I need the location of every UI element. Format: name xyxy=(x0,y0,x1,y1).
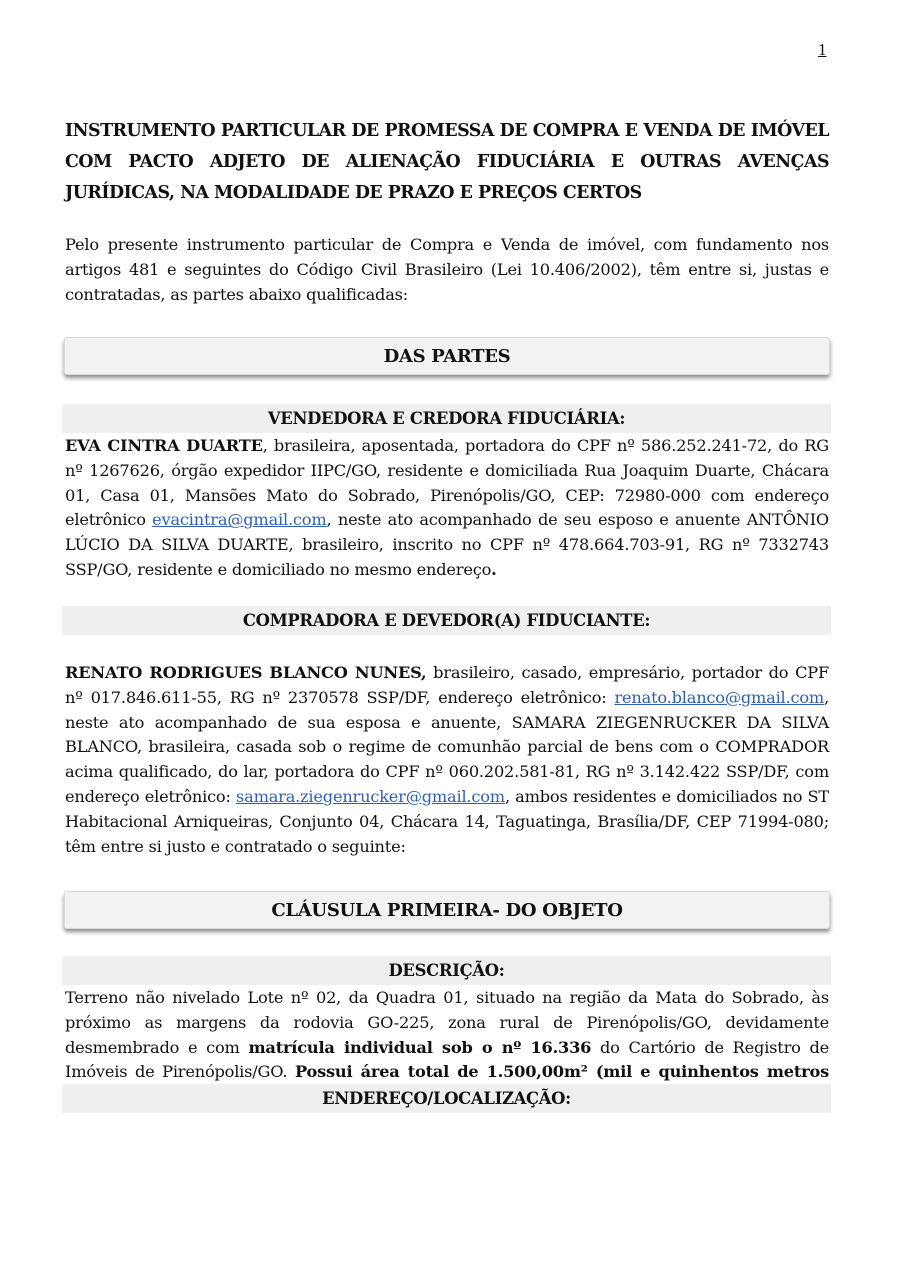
description-bold-1: matrícula individual sob o nº 16.336 xyxy=(248,1037,592,1057)
description-heading: DESCRIÇÃO: xyxy=(388,961,505,980)
section-header-clausula-label: CLÁUSULA PRIMEIRA- DO OBJETO xyxy=(271,899,623,921)
buyer-heading-band xyxy=(62,606,831,635)
seller-text-2: , neste ato acompanhado de seu esposo e anuente ANTÔNIO LÚCIO DA SILVA DUARTE, brasileiro, inscrito no CPF nº 478.664.703-91, RG nº 7332743 SSP/GO, residente e domiciliado no mesmo endereço xyxy=(65,510,829,579)
description-bold-2: Possui área total de 1.500,00m² (mil e quinhentos metros xyxy=(294,1062,829,1082)
seller-heading-band xyxy=(62,404,831,433)
section-header-partes-label: DAS PARTES xyxy=(383,345,511,367)
description-text-1: Terreno não nivelado Lote nº 02, da Quadra 01, situado na região da Mata do Sobrado, às próximo as margens da rodovia GO-225, zona rural de Pirenópolis/GO, devidamente desmembrado e com xyxy=(65,988,829,1057)
address-heading-band xyxy=(62,1084,831,1113)
seller-email-link[interactable]: evacintra@gmail.com xyxy=(152,510,327,530)
seller-text-1: , brasileira, aposentada, portadora do CPF nº 586.252.241-72, do RG nº 1267626, órgão expedidor IIPC/GO, residente e domiciliada Rua Joaquim Duarte, Chácara 01, Casa 01, Mansões Mato do Sobrado, Pirenópolis/GO, CEP: 72980-000 com endereço eletrônico xyxy=(65,436,829,530)
buyer-name: RENATO RODRIGUES BLANCO NUNES, xyxy=(65,663,427,682)
description-text-2: do Cartório de Registro de Imóveis de Pirenópolis/GO. xyxy=(65,1037,830,1082)
address-heading: ENDEREÇO/LOCALIZAÇÃO: xyxy=(322,1089,571,1108)
seller-end: . xyxy=(491,559,497,579)
section-header-clausula xyxy=(64,891,830,929)
seller-heading: VENDEDORA E CREDORA FIDUCIÁRIA: xyxy=(267,409,626,428)
buyer-heading: COMPRADORA E DEVEDOR(A) FIDUCIANTE: xyxy=(242,611,651,630)
document-title: INSTRUMENTO PARTICULAR DE PROMESSA DE COMPRA E VENDA DE IMÓVEL COM PACTO ADJETO DE ALIENAÇÃO FIDUCIÁRIA E OUTRAS AVENÇAS JURÍDICAS, NA MODALIDADE DE PRAZO E PREÇOS CERTOS xyxy=(65,121,829,203)
spouse-email-link[interactable]: samara.ziegenrucker@gmail.com xyxy=(236,786,505,806)
buyer-text-2: , neste ato acompanhado de sua esposa e anuente, SAMARA ZIEGENRUCKER DA SILVA BLANCO, brasileira, casada sob o regime de comunhão parcial de bens com o COMPRADOR acima qualificado, do lar, portadora do CPF nº 060.202.581-81, RG nº 3.142.422 SSP/DF, com endereço eletrônico: xyxy=(65,687,829,806)
section-header-partes xyxy=(64,337,830,375)
seller-paragraph xyxy=(65,434,829,583)
page-number: 1 xyxy=(818,40,827,59)
description-heading-band xyxy=(62,956,831,985)
intro-paragraph: Pelo presente instrumento particular de Compra e Venda de imóvel, com fundamento nos artigos 481 e seguintes do Código Civil Brasileiro (Lei 10.406/2002), têm entre si, justas e contratadas, as partes abaixo qualificadas: xyxy=(65,235,829,304)
buyer-email-link[interactable]: renato.blanco@gmail.com xyxy=(614,687,825,707)
buyer-text-1: brasileiro, casado, empresário, portador do CPF nº 017.846.611-55, RG nº 2370578 SSP/DF, endereço eletrônico: xyxy=(65,663,829,707)
seller-name: EVA CINTRA DUARTE xyxy=(65,436,263,455)
buyer-text-3: , ambos residentes e domiciliados no ST Habitacional Arniqueiras, Conjunto 04, Chácara 14, Taguatinga, Brasília/DF, CEP 71994-080; têm entre si justo e contratado o seguinte: xyxy=(65,786,829,856)
buyer-paragraph xyxy=(65,661,829,859)
